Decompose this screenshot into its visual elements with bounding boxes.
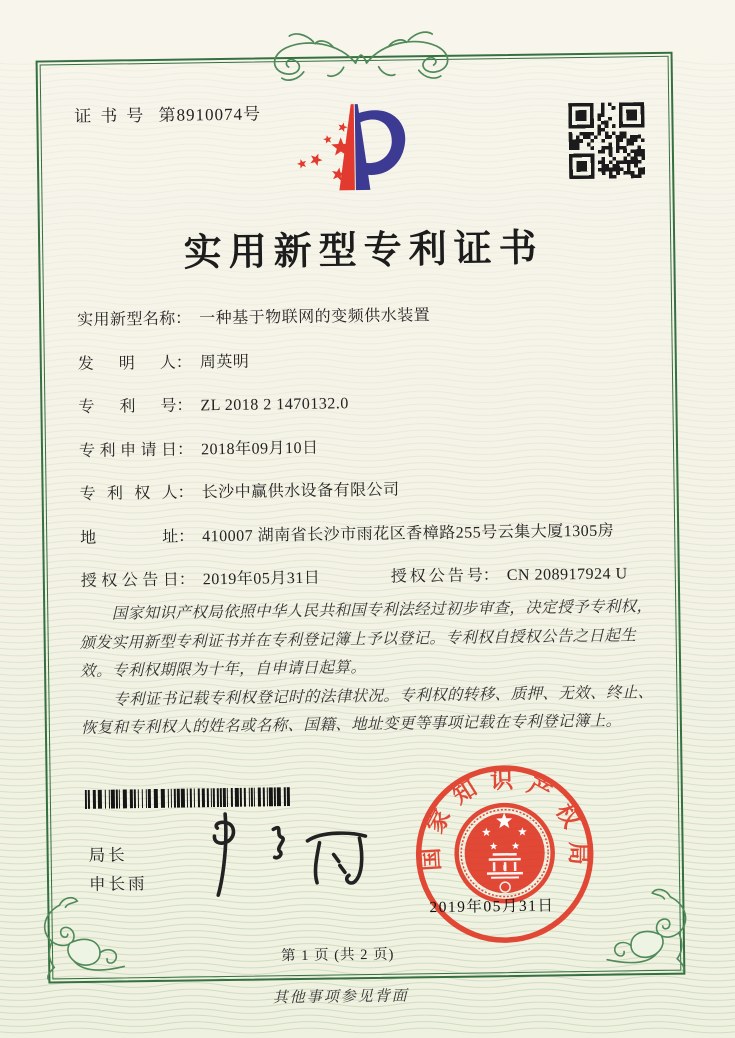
field-list xyxy=(77,304,641,591)
field-label: 实用新型名称 xyxy=(77,310,176,330)
official-seal xyxy=(410,760,599,949)
field-row-inventor: 发明人： 周英明 xyxy=(77,353,250,373)
certificate-number-value: 第8910074号 xyxy=(158,104,262,125)
field-label: 专利申请日 xyxy=(78,441,178,460)
signer-block xyxy=(88,840,147,899)
page-indicator: 第 1 页 (共 2 页) xyxy=(280,946,395,965)
field-value: 长沙中赢供水设备有限公司 xyxy=(201,481,400,502)
field-row-address: 地址： 410007 湖南省长沙市雨花区香樟路255号云集大厦1305房 xyxy=(80,522,615,547)
cnipa-logo xyxy=(284,100,420,202)
legal-paragraph-2: 专利证书记载专利权登记时的法律状况。专利权的转移、质押、无效、终止、恢复和专利权人的姓名或名称、国籍、地址变更等事项记载在专利登记簿上。 xyxy=(80,683,654,738)
field-label: 专利权人 xyxy=(79,484,178,504)
back-note: 其他事项参见背面 xyxy=(272,988,409,1007)
field-label: 授权公告号 xyxy=(390,567,483,586)
logo-p-bowl xyxy=(358,110,405,175)
field-label: 授权公告日 xyxy=(80,571,179,591)
field-value: CN 208917924 U xyxy=(506,565,628,585)
field-label: 地址 xyxy=(80,528,179,547)
field-label: 专利号 xyxy=(78,397,177,417)
field-value: 410007 湖南省长沙市雨花区香樟路255号云集大厦1305房 xyxy=(202,522,615,545)
field-value: 2019年05月31日 xyxy=(202,569,321,589)
certificate-number xyxy=(74,99,261,127)
director-title: 局长 xyxy=(88,845,128,865)
seal-arc-text: 国家知识产权局 xyxy=(418,767,591,872)
director-name: 申长雨 xyxy=(88,874,148,894)
national-emblem xyxy=(456,804,553,901)
top-border-ornament xyxy=(243,25,479,84)
certificate-title: 实用新型专利证书 xyxy=(183,227,545,275)
corner-ornament-left xyxy=(29,894,126,981)
seal-date: 2019年05月31日 xyxy=(429,897,555,917)
field-value: 一种基于物联网的变频供水装置 xyxy=(199,307,431,328)
field-value: 2018年09月10日 xyxy=(200,439,319,458)
field-grant-no: 授权公告号： CN 208917924 U xyxy=(390,565,628,586)
legal-text xyxy=(79,593,667,744)
corner-ornament-right xyxy=(604,886,701,973)
field-row-patent-no: 专利号： ZL 2018 2 1470132.0 xyxy=(78,395,349,417)
field-row-patentee: 专利权人： 长沙中赢供水设备有限公司 xyxy=(79,481,400,504)
field-value: 周英明 xyxy=(199,353,250,371)
field-label: 发明人 xyxy=(77,354,176,373)
field-value: ZL 2018 2 1470132.0 xyxy=(200,395,349,415)
field-row-grant: 授权公告日： 2019年05月31日 授权公告号： CN 208917924 U xyxy=(80,565,628,591)
director-signature xyxy=(187,798,383,906)
qr-code xyxy=(568,102,645,179)
certificate-number-label: 证书号 xyxy=(74,105,153,127)
field-row-name: 实用新型名称： 一种基于物联网的变频供水装置 xyxy=(77,307,431,330)
field-row-filing-date: 专利申请日： 2018年09月10日 xyxy=(78,439,319,460)
legal-paragraph-1: 国家知识产权局依照中华人民共和国专利法经过初步审查，决定授予专利权，颁发实用新型专利证书并在专利登记簿上予以登记。专利权自授权公告之日起生效。专利权期限为十年，自申请日起算。 xyxy=(79,598,653,681)
